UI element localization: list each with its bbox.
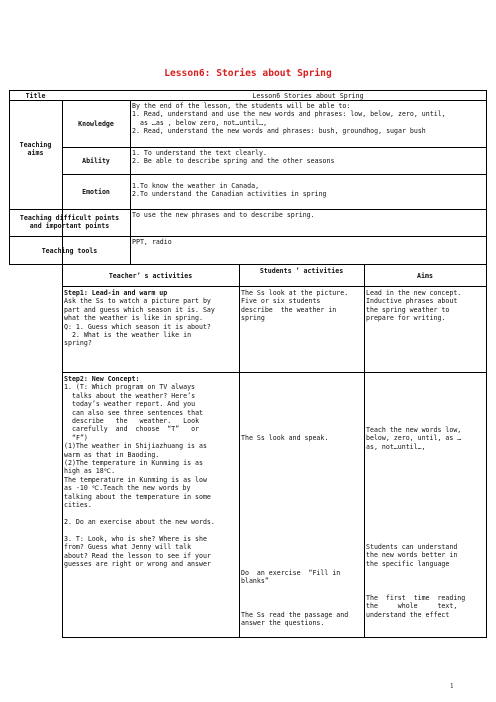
step2-teacher-line: 3. T: Look, who is she? Where is she [64,534,207,543]
rule [62,286,487,287]
step2-teacher-line: guesses are right or wrong and answer [64,559,211,568]
knowledge-content [130,101,486,147]
step2-teacher-line: carefully and choose “T” or [72,425,200,434]
step2-students-line: answer the questions. [241,619,325,628]
step1-aims-line: Lead in the new concept. [366,289,462,297]
step1-teacher-line: Q: 1. Guess which season it is about? [64,322,211,331]
step2-teacher-line: about? Read the lesson to see if your [64,551,211,560]
step2-students-line: blanks” [241,577,269,586]
step2-teacher-line: (2)The temperature in Kunming is as [64,459,203,468]
step1-students-line: spring [241,314,265,323]
step1-teacher-line: part and guess which season it is. Say [64,305,215,314]
step2-aims-line: Students can understand [366,543,458,551]
teaching-tools-value: PPT, radio [132,238,172,246]
step2-teacher-line: talking about the temperature in some [64,492,211,501]
title-value: Lesson6 Stories about Spring [252,92,364,100]
knowledge-label: Knowledge [78,120,114,128]
step2-aims-line: the whole text, [366,602,458,611]
lesson-plan-table [9,90,487,638]
students-activities-header: Students ’ activities [259,267,344,275]
step2-aims-line: Teach the new words low, [366,426,462,434]
step2-teacher-line: cities. [64,501,92,510]
step2-teacher-line: talks about the weather? Here’s [72,391,196,400]
step1-students-line: Five or six students [241,297,321,306]
step2-aims-line: understand the effect [366,610,450,619]
emotion-content [130,181,486,209]
teaching-tools-label: Teaching tools [41,247,98,255]
difficult-label-line: and important points [29,222,110,231]
step1-teacher-line: 2. What is the weather like in [64,331,192,340]
rule [62,637,487,638]
rule [62,372,487,373]
step2-teacher-line: 1. (T: Which program on TV always [64,383,196,392]
emotion-line: 2.To understand the Canadian activities in spring [132,190,327,199]
difficult-points-value: To use the new phrases and to describe spring. [132,211,315,219]
step2-students-look: The Ss look and speak. [241,434,329,442]
step2-teacher [62,374,239,637]
rule [9,90,10,264]
step1-students [239,288,364,372]
step2-aims-line: the specific language [366,559,450,568]
step2-teacher-line: today’s weather report. And you [72,400,196,409]
step2-teacher-line: (1)The weather in Shijiazhuang is as [64,442,207,451]
step1-teacher-line: spring? [64,339,92,348]
knowledge-line: By the end of the lesson, the students will be able to: [132,102,351,110]
step2-students-exercise [239,568,364,588]
step2-aims-words [364,425,486,455]
step1-aims-line: Inductive phrases about [366,297,458,306]
step1-heading: Step1: Lead-in and warm up [64,289,168,297]
page-number: 1 [450,683,454,690]
step1-teacher-line: what the weather is like in spring. [64,314,203,323]
step1-students-line: describe the weather in [241,305,337,314]
knowledge-line: 2. Read, understand the new words and phrases: bush, groundhog, sugar bush [132,127,426,136]
emotion-label: Emotion [82,188,110,196]
knowledge-line: as …as , below zero, not…until…, [140,118,268,127]
document-title: Lesson6: Stories about Spring [164,68,332,79]
step1-aims [364,288,486,372]
rule [9,264,487,265]
step2-heading: Step2: New Concept: [64,375,140,383]
step2-teacher-line: The temperature in Kunming is as low [64,475,207,484]
step2-teacher-line: can also see three sentences that [72,408,204,417]
step2-students-read [239,610,364,630]
knowledge-line: 1. Read, understand and use the new words and phrases: low, below, zero, until, [132,110,446,119]
step2-teacher-line: describe the weather. Look [72,417,200,426]
step1-teacher-line: Ask the Ss to watch a picture part by [64,297,211,306]
ability-label: Ability [82,157,110,165]
step2-teacher-line: “F”) [72,433,88,442]
step2-aims-line: below, zero, until, as … [366,434,462,443]
difficult-points-label [9,213,130,235]
emotion-line: 1.To know the weather in Canada, [132,182,260,190]
step1-aims-line: the spring weather to [366,305,450,314]
step2-teacher-line: 2. Do an exercise about the new words. [64,517,215,526]
step2-students-line: Do an exercise “Fill in [241,569,341,577]
step1-teacher [62,288,239,372]
step2-teacher-line: from? Guess what Jenny will talk [64,543,192,552]
difficult-label-line: Teaching difficult points [19,214,120,222]
step2-teacher-line: warm as that in Baoding. [64,450,160,459]
step1-students-line: The Ss look at the picture. [241,289,349,297]
step1-aims-line: prepare for writing. [366,314,446,323]
rule [62,174,487,175]
rule [486,90,487,638]
step2-students-line: The Ss read the passage and [241,611,349,619]
teaching-aims-label: Teaching aims [19,141,52,158]
ability-line: 2. Be able to describe spring and the other seasons [132,157,335,166]
step2-aims-line: the new words better in [366,551,458,560]
step2-aims-language [364,542,486,572]
step2-aims-line: The first time reading [366,594,466,602]
ability-content [130,148,486,174]
step2-aims-reading [364,593,486,623]
ability-line: 1. To understand the text clearly. [132,149,267,157]
step2-teacher-line: high as 18℃. [64,467,116,476]
step2-aims-line: as, not…until…, [366,442,426,451]
title-label: Title [25,92,46,100]
step2-teacher-line: as -10 ℃.Teach the new words by [64,484,191,493]
teacher-activities-header: Teacher’ s activities [108,272,193,280]
aims-header: Aims [417,272,433,280]
